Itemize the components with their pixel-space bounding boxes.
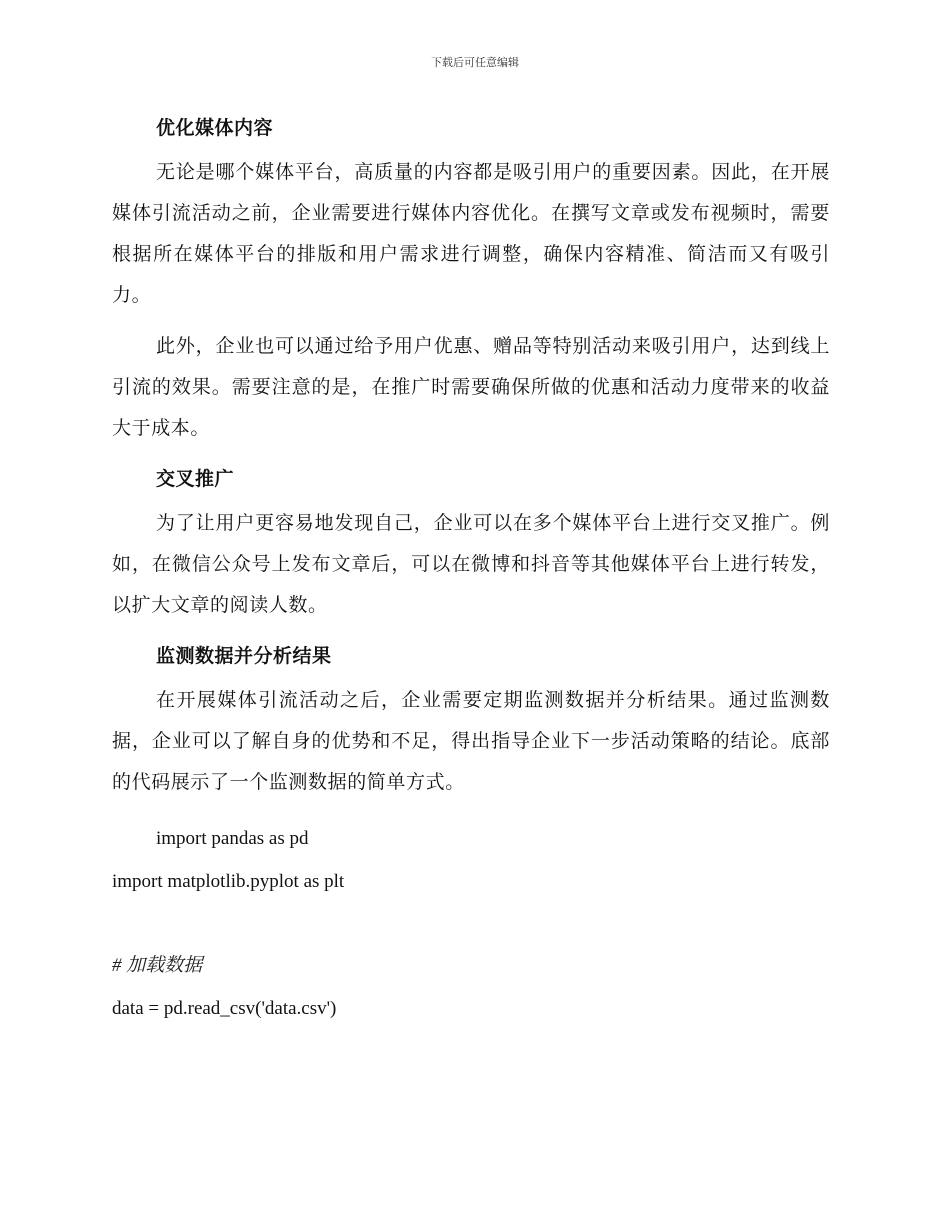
section-heading: 优化媒体内容 (156, 117, 274, 139)
header-note: 下载后可任意编辑 (431, 56, 519, 69)
section-heading: 监测数据并分析结果 (156, 645, 332, 667)
paragraph: 此外，企业也可以通过给予用户优惠、赠品等特别活动来吸引用户，达到线上引流的效果。需要注意的是，在推广时需要确保所做的优惠和活动力度带来的收益大于成本。 (112, 335, 830, 439)
document-body (112, 108, 830, 1030)
paragraph: 在开展媒体引流活动之后，企业需要定期监测数据并分析结果。通过监测数据，企业可以了解自身的优势和不足，得出指导企业下一步活动策略的结论。底部的代码展示了一个监测数据的简单方式。 (112, 689, 830, 793)
section-monitor-data (112, 636, 830, 803)
paragraph: 为了让用户更容易地发现自己，企业可以在多个媒体平台上进行交叉推广。例如，在微信公众号上发布文章后，可以在微博和抖音等其他媒体平台上进行转发，以扩大文章的阅读人数。 (112, 512, 830, 616)
code-block (112, 817, 830, 1030)
code-comment: # 加载数据 (112, 955, 203, 976)
code-line: import pandas as pd (156, 828, 309, 849)
section-optimize-content (112, 108, 830, 449)
code-line: data = pd.read_csv('data.csv') (112, 998, 337, 1019)
section-heading: 交叉推广 (156, 468, 235, 490)
paragraph: 无论是哪个媒体平台，高质量的内容都是吸引用户的重要因素。因此，在开展媒体引流活动之前，企业需要进行媒体内容优化。在撰写文章或发布视频时，需要根据所在媒体平台的排版和用户需求进行调整，确保内容精准、简洁而又有吸引力。 (112, 161, 830, 306)
section-cross-promotion (112, 459, 830, 626)
code-line: import matplotlib.pyplot as plt (112, 871, 345, 892)
